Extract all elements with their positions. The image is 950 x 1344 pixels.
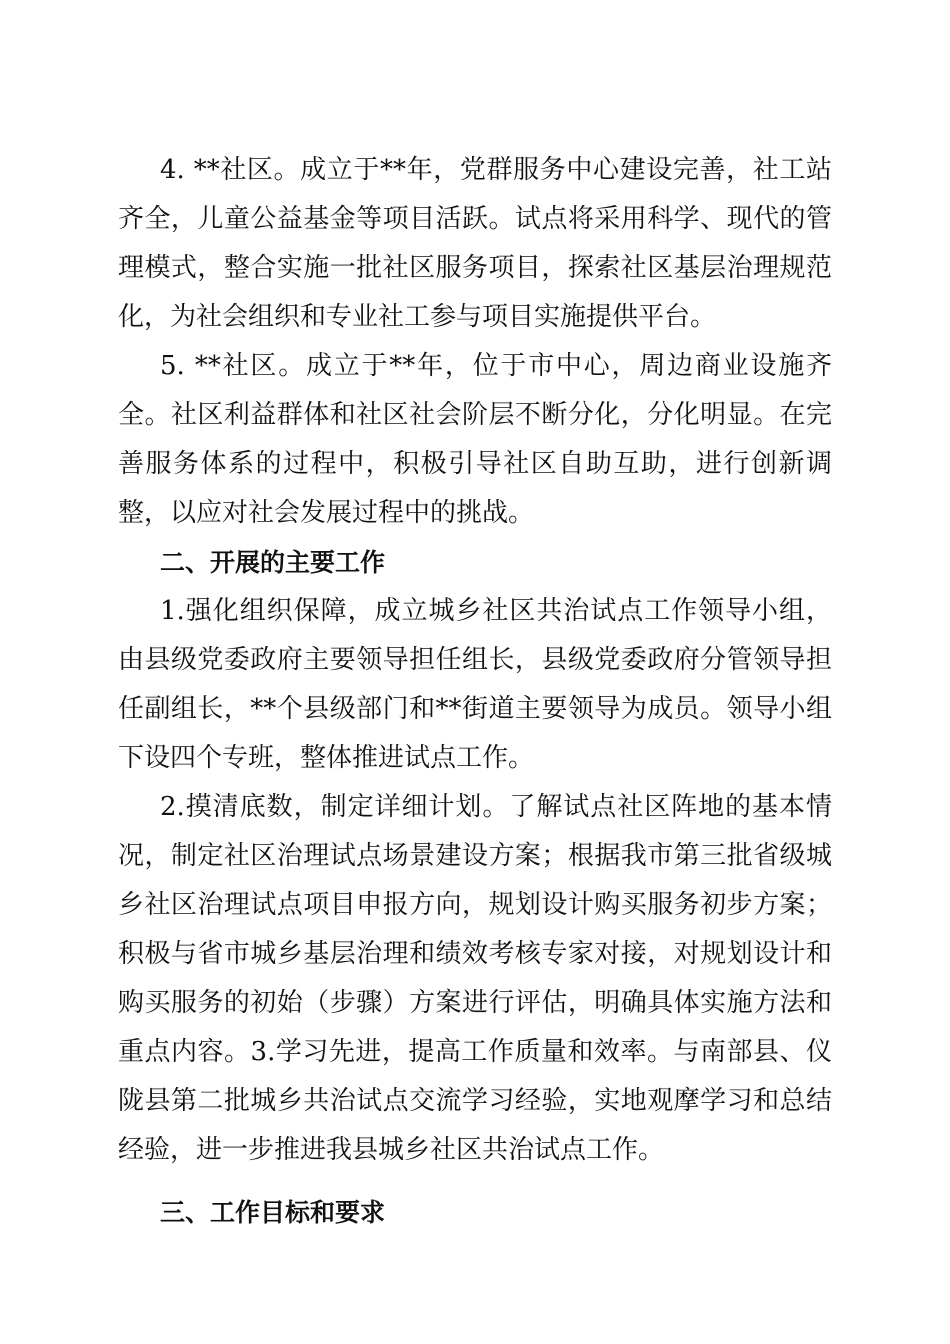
paragraph-work-item-2-3: 2.摸清底数，制定详细计划。了解试点社区阵地的基本情况，制定社区治理试点场景建设方案；根据我市第三批省级城乡社区治理试点项目申报方向，规划设计购买服务初步方案；积极与省市城乡基层治理和绩效考核专家对接，对规划设计和购买服务的初始（步骤）方案进行评估，明确具体实施方法和重点内容。3.学习先进，提高工作质量和效率。与南部县、仪陇县第二批城乡共治试点交流学习经验，实地观摩学习和总结经验，进一步推进我县城乡社区共治试点工作。 [118,792,832,1165]
document-page [118,146,832,1237]
section-heading-main-work: 二、开展的主要工作 [160,548,386,577]
paragraph-community-5: 5. **社区。成立于**年，位于市中心，周边商业设施齐全。社区利益群体和社区社会阶层不断分化，分化明显。在完善服务体系的过程中，积极引导社区自助互助，进行创新调整，以应对社会发展过程中的挑战。 [118,351,832,528]
paragraph-community-4: 4. **社区。成立于**年，党群服务中心建设完善，社工站齐全，儿童公益基金等项目活跃。试点将采用科学、现代的管理模式，整合实施一批社区服务项目，探索社区基层治理规范化，为社会组织和专业社工参与项目实施提供平台。 [118,155,832,332]
section-heading-goals-requirements: 三、工作目标和要求 [160,1198,386,1227]
paragraph-work-item-1: 1.强化组织保障，成立城乡社区共治试点工作领导小组，由县级党委政府主要领导担任组长，县级党委政府分管领导担任副组长，**个县级部门和**街道主要领导为成员。领导小组下设四个专班，整体推进试点工作。 [118,596,832,773]
